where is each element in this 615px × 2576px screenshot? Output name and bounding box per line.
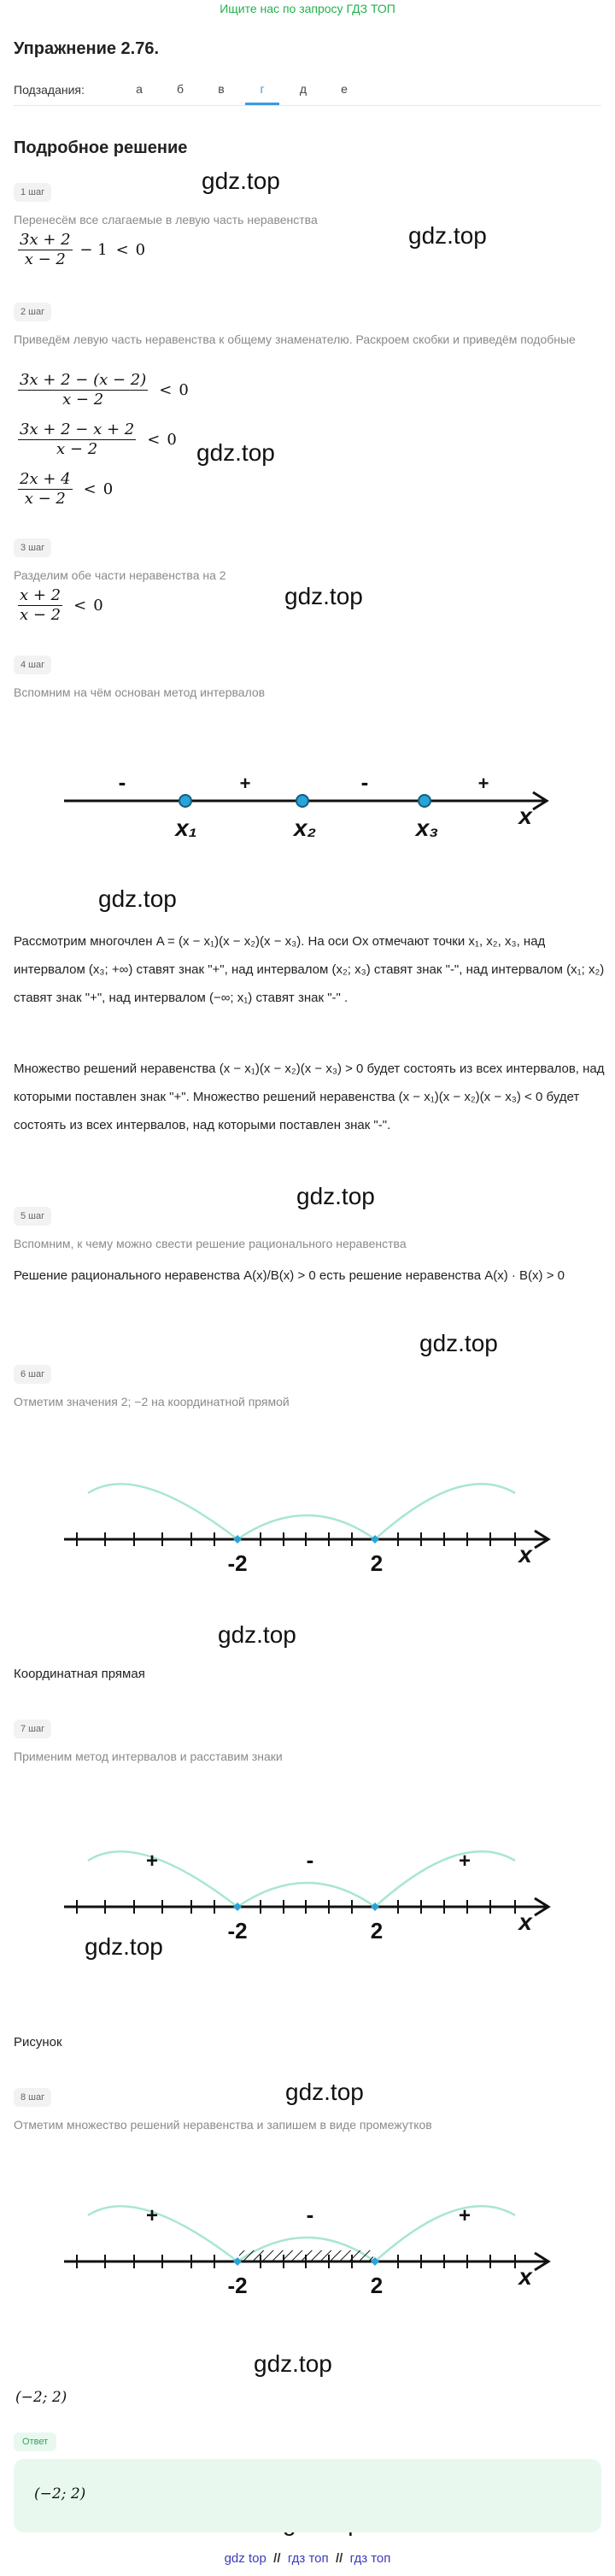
axis-label: x bbox=[518, 1908, 532, 1935]
step2-formula-1: $\frac{3x + 2 - (x - 2)}{x - 2}$ < 0 bbox=[20, 371, 189, 409]
top-search-link[interactable]: Ищите нас по запросу ГДЗ ТОП bbox=[220, 2, 395, 15]
answer-badge: Ответ bbox=[14, 2432, 56, 2451]
step2-formula-2: $\frac{3x + 2 - x + 2}{x - 2}$ < 0 bbox=[20, 421, 177, 458]
point-label: x₃ bbox=[415, 815, 439, 841]
watermark: gdz.top bbox=[196, 439, 275, 466]
footer-separator: // bbox=[335, 2551, 343, 2566]
active-tab-indicator bbox=[245, 103, 279, 105]
point-label: x₁ bbox=[175, 815, 197, 841]
sign-label: - bbox=[306, 2202, 314, 2227]
subtask-tab-a[interactable]: а bbox=[136, 82, 143, 96]
footer-link[interactable]: гдз топ bbox=[287, 2551, 329, 2566]
point-label: -2 bbox=[227, 1918, 248, 1940]
sign-label: + bbox=[458, 1850, 472, 1873]
diagram-caption: Рисунок bbox=[14, 2035, 62, 2050]
point-label: x₂ bbox=[293, 815, 317, 841]
answer-value: (−2; 2) bbox=[34, 2485, 86, 2502]
watermark: gdz.top bbox=[218, 1621, 296, 1648]
sign-label: + bbox=[458, 2204, 472, 2227]
watermark: gdz.top bbox=[98, 885, 177, 912]
watermark: gdz.top bbox=[284, 583, 363, 609]
watermark: gdz.top bbox=[285, 2079, 364, 2105]
sign-label: - bbox=[360, 769, 369, 795]
subtask-tab-d[interactable]: д bbox=[299, 82, 308, 96]
coordinate-line-diagram bbox=[0, 1453, 615, 1573]
interval-signs-diagram bbox=[0, 1820, 615, 1940]
subtask-tab-b[interactable]: б bbox=[176, 82, 184, 96]
step-badge: 3 шаг bbox=[14, 538, 51, 557]
tabs-divider bbox=[14, 105, 601, 106]
step8-result: (−2; 2) bbox=[15, 2389, 67, 2406]
sign-label: + bbox=[145, 2204, 159, 2227]
step4-paragraph-1: Рассмотрим многочлен A = (x − x₁)(x − x₂)(x − x₃). На оси Ox отмечают точки x₁, x₂, x₃, над интервалом (x₃; +∞) ставят знак "+", над интервалом (x₂; x₃) ставят знак "-", над интервалом (x₁; x₂) ставят знак "+", над интервалом (−∞; x₁) ставят знак "-" . bbox=[14, 934, 605, 1005]
axis-label: x bbox=[518, 1541, 532, 1567]
sign-label: - bbox=[118, 769, 126, 795]
sign-label: + bbox=[239, 773, 251, 794]
solution-heading: Подробное решение bbox=[14, 138, 188, 157]
step-badge: 7 шаг bbox=[14, 1720, 51, 1738]
exercise-title: Упражнение 2.76. bbox=[14, 39, 160, 58]
sign-label: + bbox=[145, 1850, 159, 1873]
subtask-tab-g[interactable]: г bbox=[260, 82, 265, 96]
step-badge: 1 шаг bbox=[14, 183, 51, 202]
step-text: Отметим множество решений неравенства и запишем в виде промежутков bbox=[14, 2118, 432, 2132]
step-text: Отметим значения 2; −2 на координатной прямой bbox=[14, 1395, 290, 1409]
footer-link[interactable]: gdz top bbox=[224, 2551, 266, 2566]
point-label: -2 bbox=[227, 2273, 248, 2295]
step1-formula: $\frac{3x + 2}{x - 2}$ − 1 < 0 bbox=[20, 231, 146, 268]
footer-links bbox=[0, 2551, 615, 2566]
footer-separator: // bbox=[273, 2551, 281, 2566]
watermark: gdz.top bbox=[85, 1933, 163, 1960]
footer-link[interactable]: гдз топ bbox=[349, 2551, 391, 2566]
watermark: gdz.top bbox=[408, 222, 487, 249]
step-text: Применим метод интервалов и расставим знаки bbox=[14, 1750, 283, 1763]
point-label: 2 bbox=[370, 2273, 384, 2295]
step3-formula: $\frac{x + 2}{x - 2}$ < 0 bbox=[20, 586, 103, 624]
watermark: gdz.top bbox=[419, 1330, 498, 1356]
step-badge: 5 шаг bbox=[14, 1207, 51, 1226]
point-label: 2 bbox=[370, 1918, 384, 1940]
step-text: Вспомним, к чему можно свести решение рационального неравенства bbox=[14, 1237, 407, 1250]
sign-label: + bbox=[477, 773, 489, 794]
watermark: gdz.top bbox=[202, 168, 280, 194]
sign-label: - bbox=[306, 1847, 314, 1873]
step-text: Разделим обе части неравенства на 2 bbox=[14, 568, 226, 582]
point-label: 2 bbox=[370, 1550, 384, 1573]
step-badge: 2 шаг bbox=[14, 303, 51, 321]
step-text: Приведём левую часть неравенства к общему знаменателю. Раскроем скобки и приведём подобные bbox=[14, 332, 576, 346]
solution-set-diagram bbox=[0, 2175, 615, 2295]
step5-paragraph: Решение рационального неравенства A(x)/B(x) > 0 есть решение неравенства A(x) · B(x) > 0 bbox=[14, 1268, 565, 1283]
diagram-caption: Координатная прямая bbox=[14, 1667, 145, 1681]
axis-label: x bbox=[518, 2263, 532, 2290]
subtask-tab-e[interactable]: е bbox=[341, 82, 348, 96]
interval-method-diagram bbox=[0, 735, 615, 846]
subtask-tab-v[interactable]: в bbox=[218, 82, 225, 96]
watermark: gdz.top bbox=[254, 2350, 332, 2377]
point-label: -2 bbox=[227, 1550, 248, 1573]
step-badge: 4 шаг bbox=[14, 656, 51, 674]
answer-box bbox=[14, 2459, 601, 2532]
step-text: Перенесём все слагаемые в левую часть неравенства bbox=[14, 213, 318, 226]
step-badge: 6 шаг bbox=[14, 1365, 51, 1384]
step2-formula-3: $\frac{2x + 4}{x - 2}$ < 0 bbox=[20, 470, 114, 508]
step4-paragraph-2: Множество решений неравенства (x − x₁)(x − x₂)(x − x₃) > 0 будет состоять из всех интервалов, над которыми поставлен знак "+". Множество решений неравенства (x − x₁)(x − x₂)(x − x₃) < 0 будет состоять из всех интервалов, над которыми поставлен знак "-". bbox=[14, 1062, 605, 1132]
axis-label: x bbox=[518, 803, 532, 829]
step-text: Вспомним на чём основан метод интервалов bbox=[14, 685, 266, 699]
subtasks-label: Подзадания: bbox=[14, 83, 85, 97]
watermark: gdz.top bbox=[296, 1183, 375, 1209]
step-badge: 8 шаг bbox=[14, 2088, 51, 2107]
